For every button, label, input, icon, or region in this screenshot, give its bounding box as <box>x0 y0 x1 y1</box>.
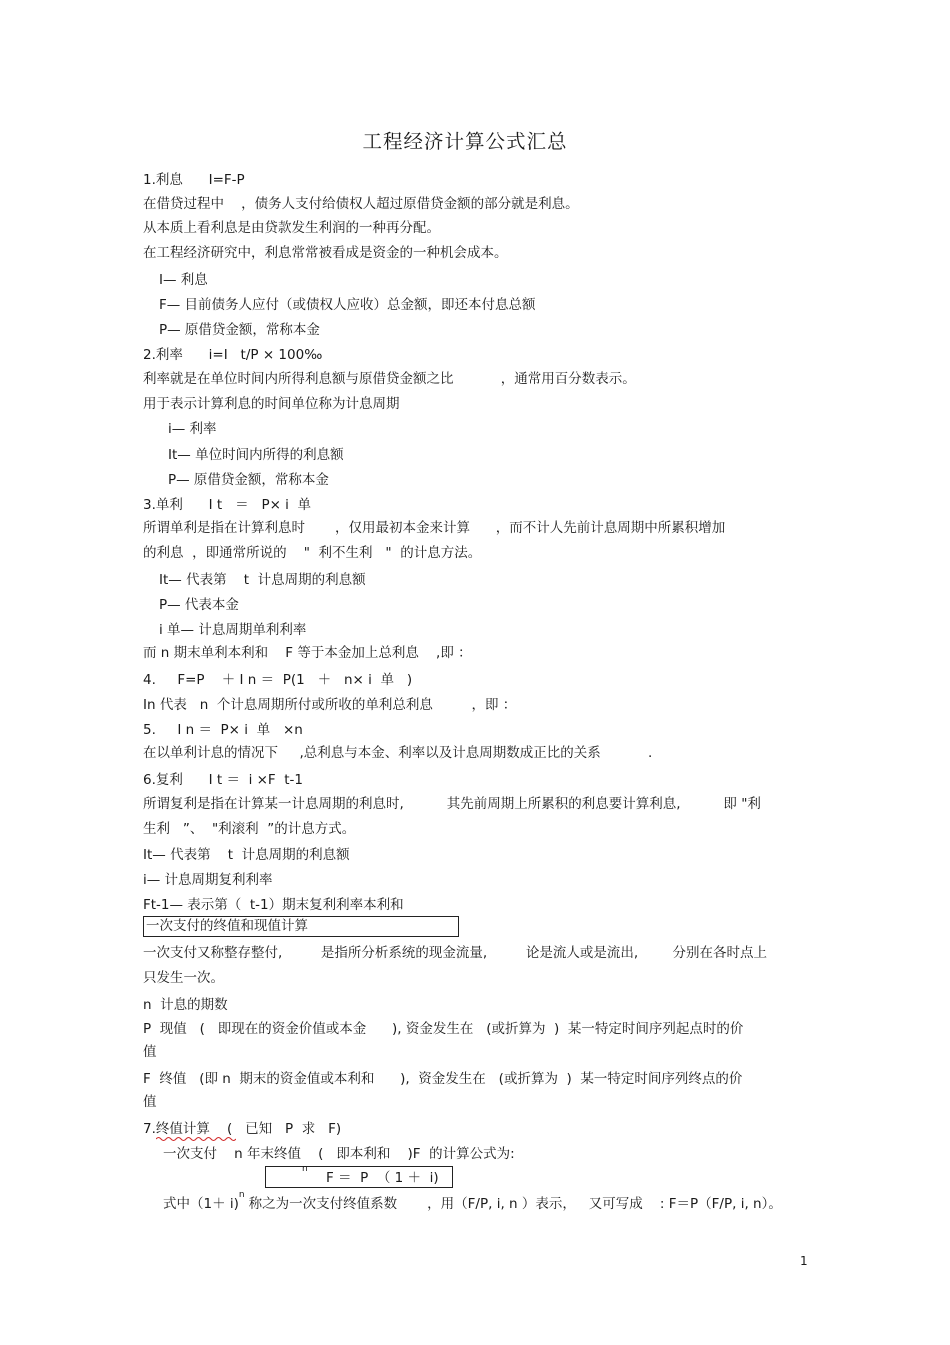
text-line: 所谓单利是指在计算利息时 ，仅用最初本金来计算 ，而不计人先前计息周期中所累积增加 <box>143 520 726 536</box>
definition-line: Ft-1— 表示第（ t-1）期末复利利率本利和 <box>143 897 404 913</box>
heading-simple-interest: 3.单利 I t ＝ P× i 单 <box>143 497 312 513</box>
heading-interest-rate: 2.利率 i=I t/P × 100‰ <box>143 347 323 363</box>
text-line: 值 <box>143 1094 157 1110</box>
boxed-section-heading <box>143 916 459 937</box>
formula-text: F ＝ P （ 1 ＋ i) $^n$ <box>302 1163 439 1186</box>
text-line: 所谓复利是指在计算某一计息周期的利息时, 其先前周期上所累积的利息要计算利息, 即 "利 <box>143 796 761 812</box>
formula-5: 5. I n ＝ P× i 单 ×n <box>143 722 303 738</box>
document-title: 工程经济计算公式汇总 <box>362 130 568 153</box>
definition-line: i 单— 计息周期单利利率 <box>159 622 307 638</box>
text-line: 而 n 期末单利本利和 F 等于本金加上总利息 ,即 ： <box>143 645 472 661</box>
formula-4: 4. F=P ＋ I n ＝ P(1 ＋ n× i 单 ) <box>143 672 413 688</box>
definition-line: i— 利率 <box>168 421 217 437</box>
definition-line: P 现值 ( 即现在的资金价值或本金 ), 资金发生在 (或折算为 ) 某一特定时间序列起点时的价 <box>143 1021 744 1037</box>
text-line: 在借贷过程中 ，债务人支付给债权人超过原借贷金额的部分就是利息。 <box>143 196 579 212</box>
text-line: 从本质上看利息是由贷款发生利润的一种再分配。 <box>143 220 440 236</box>
text-line: 在工程经济研究中，利息常常被看成是资金的一种机会成本。 <box>143 245 508 261</box>
definition-line: n 计息的期数 <box>143 997 228 1013</box>
definition-line: i— 计息周期复利利率 <box>143 872 273 888</box>
definition-line: P— 代表本金 <box>159 597 239 613</box>
text-line: 用于表示计算利息的时间单位称为计息周期 <box>143 396 400 412</box>
definition-line: P— 原借贷金额，常称本金 <box>159 322 320 338</box>
text-line: 生利 ”、 "利滚利 ”的计息方式。 <box>143 821 356 837</box>
definition-line: F— 目前债务人应付（或债权人应收）总金额，即还本付息总额 <box>159 297 536 313</box>
text-line: 值 <box>143 1044 157 1060</box>
formula-box <box>265 1163 453 1188</box>
text-line: 一次支付又称整存整付, 是指所分析系统的现金流量, 论是流人或是流出, 分别在各时点上 <box>143 945 767 961</box>
text-line: 在以单利计息的情况下 ,总利息与本金、利率以及计息周期数成正比的关系 . <box>143 745 653 761</box>
text-line: 式中（1＋ i)$^n$称之为一次支付终值系数 ，用（F/P, i, n ）表示， 又可写成 : F＝P（F/P, i, n）。 <box>163 1189 782 1212</box>
definition-line: It— 单位时间内所得的利息额 <box>168 447 344 463</box>
text-line: 只发生一次。 <box>143 970 224 986</box>
page-number: 1 <box>800 1254 808 1268</box>
definition-line: It— 代表第 t 计息周期的利息额 <box>159 572 366 588</box>
definition-line: It— 代表第 t 计息周期的利息额 <box>143 847 350 863</box>
heading-interest: 1.利息 I=F-P <box>143 172 245 188</box>
text-line: In 代表 n 个计息周期所付或所收的单利总利息 ，即 ： <box>143 697 517 713</box>
definition-line: P— 原借贷金额，常称本金 <box>168 472 329 488</box>
text-line: 利率就是在单位时间内所得利息额与原借贷金额之比 ，通常用百分数表示。 <box>143 371 636 387</box>
text-line: 一次支付 n 年末终值 ( 即本利和 )F 的计算公式为: <box>163 1146 515 1162</box>
heading-compound-interest: 6.复利 I t ＝ i ×F t-1 <box>143 772 304 788</box>
boxed-heading-text: 一次支付的终值和现值计算 <box>146 918 308 934</box>
definition-line: I— 利息 <box>159 272 208 288</box>
text-line: 的利息 ，即通常所说的 " 利不生利 " 的计息方法。 <box>143 545 482 561</box>
spellcheck-underline <box>156 1136 236 1142</box>
heading-future-value: 7.终值计算 ( 已知 P 求 F) <box>143 1121 342 1137</box>
definition-line: F 终值 (即 n 期末的资金值或本利和 ), 资金发生在 (或折算为 ) 某一特定时间序列终点的价 <box>143 1071 743 1087</box>
